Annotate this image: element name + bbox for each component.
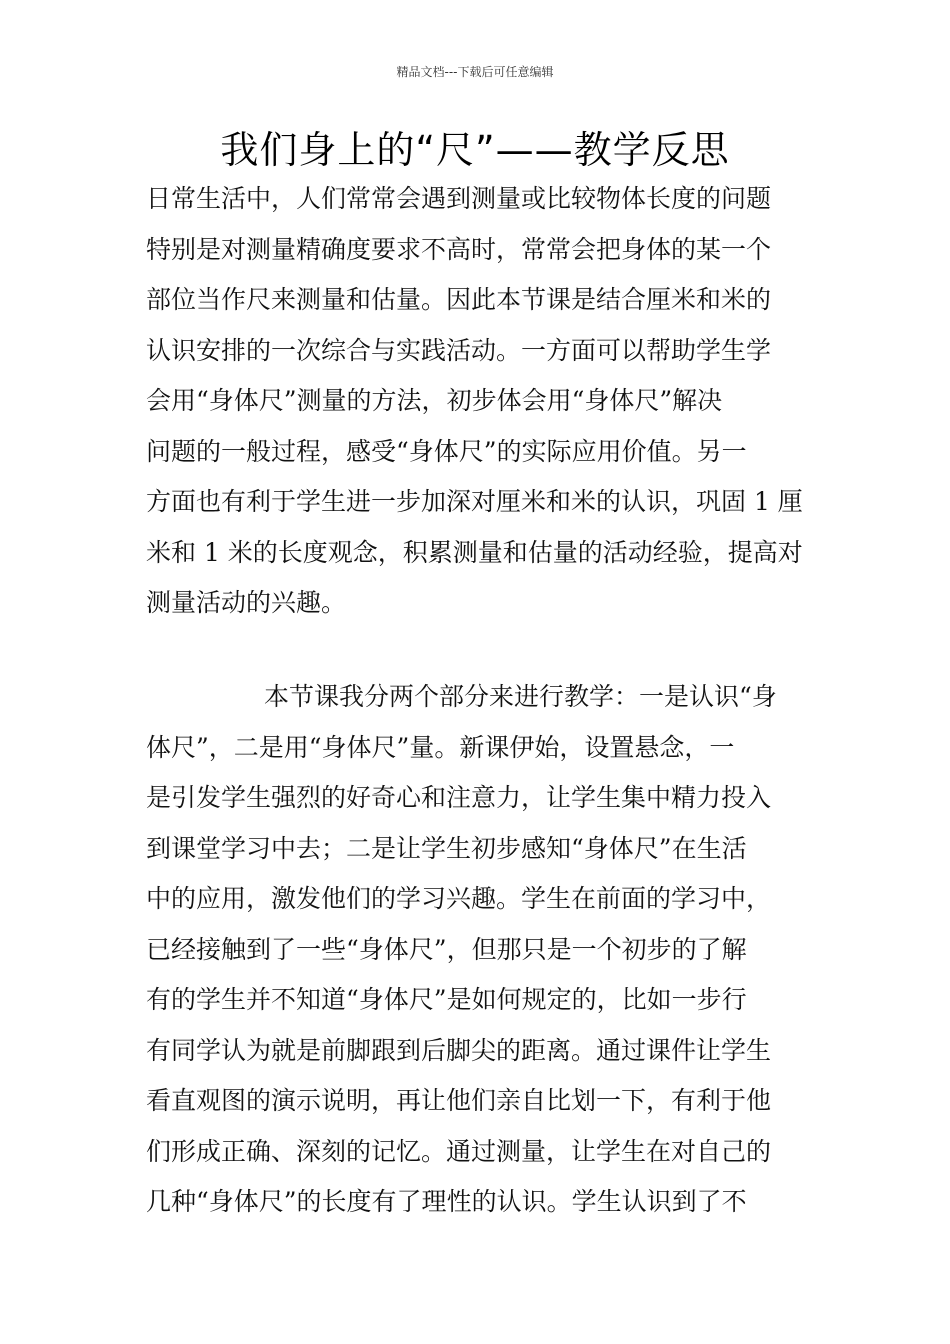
paragraph-line: 是引发学生强烈的好奇心和注意力，让学生集中精力投入 bbox=[146, 783, 772, 812]
paragraph-line: 到课堂学习中去；二是让学生初步感知“身体尺”在生活 bbox=[146, 833, 747, 863]
paragraph-line: 体尺”，二是用“身体尺”量。新课伊始，设置悬念，一 bbox=[146, 732, 735, 762]
paragraph-line: 已经接触到了一些“身体尺”，但那只是一个初步的了解 bbox=[146, 934, 747, 964]
paragraph-line: 中的应用，激发他们的学习兴趣。学生在前面的学习中， bbox=[146, 884, 772, 913]
paragraph-line: 认识安排的一次综合与实践活动。一方面可以帮助学生学 bbox=[146, 335, 772, 365]
paragraph-line: 们形成正确、深刻的记忆。通过测量，让学生在对自己的 bbox=[146, 1136, 772, 1166]
paragraph-line: 测量活动的兴趣。 bbox=[146, 588, 347, 617]
paragraph-line: 有的学生并不知道“身体尺”是如何规定的，比如一步行 bbox=[146, 985, 747, 1014]
paragraph-line: 会用“身体尺”测量的方法，初步体会用“身体尺”解决 bbox=[146, 386, 723, 415]
page-header: 精品文档---下载后可任意编辑 bbox=[396, 65, 554, 79]
paragraph-line: 日常生活中，人们常常会遇到测量或比较物体长度的问题 bbox=[146, 184, 772, 213]
paragraph-line: 部位当作尺来测量和估量。因此本节课是结合厘米和米的 bbox=[146, 285, 772, 314]
paragraph-line: 米和 1 米的长度观念，积累测量和估量的活动经验，提高对 bbox=[146, 537, 803, 567]
paragraph-line: 问题的一般过程，感受“身体尺”的实际应用价值。另一 bbox=[146, 436, 747, 466]
paragraph-line: 几种“身体尺”的长度有了理性的认识。学生认识到了不 bbox=[146, 1187, 747, 1216]
paragraph-line: 特别是对测量精确度要求不高时，常常会把身体的某一个 bbox=[146, 234, 772, 264]
paragraph-line: 看直观图的演示说明，再让他们亲自比划一下，有利于他 bbox=[146, 1086, 772, 1115]
paragraph-line: 本节课我分两个部分来进行教学：一是认识“身 bbox=[264, 682, 777, 711]
paragraph-line: 方面也有利于学生进一步加深对厘米和米的认识，巩固 1 厘 bbox=[146, 487, 803, 516]
paragraph-line: 有同学认为就是前脚跟到后脚尖的距离。通过课件让学生 bbox=[146, 1035, 772, 1065]
paragraph-2 bbox=[146, 672, 810, 1228]
paragraph-1 bbox=[146, 174, 810, 629]
document-title: 我们身上的“尺”——教学反思 bbox=[220, 128, 730, 172]
